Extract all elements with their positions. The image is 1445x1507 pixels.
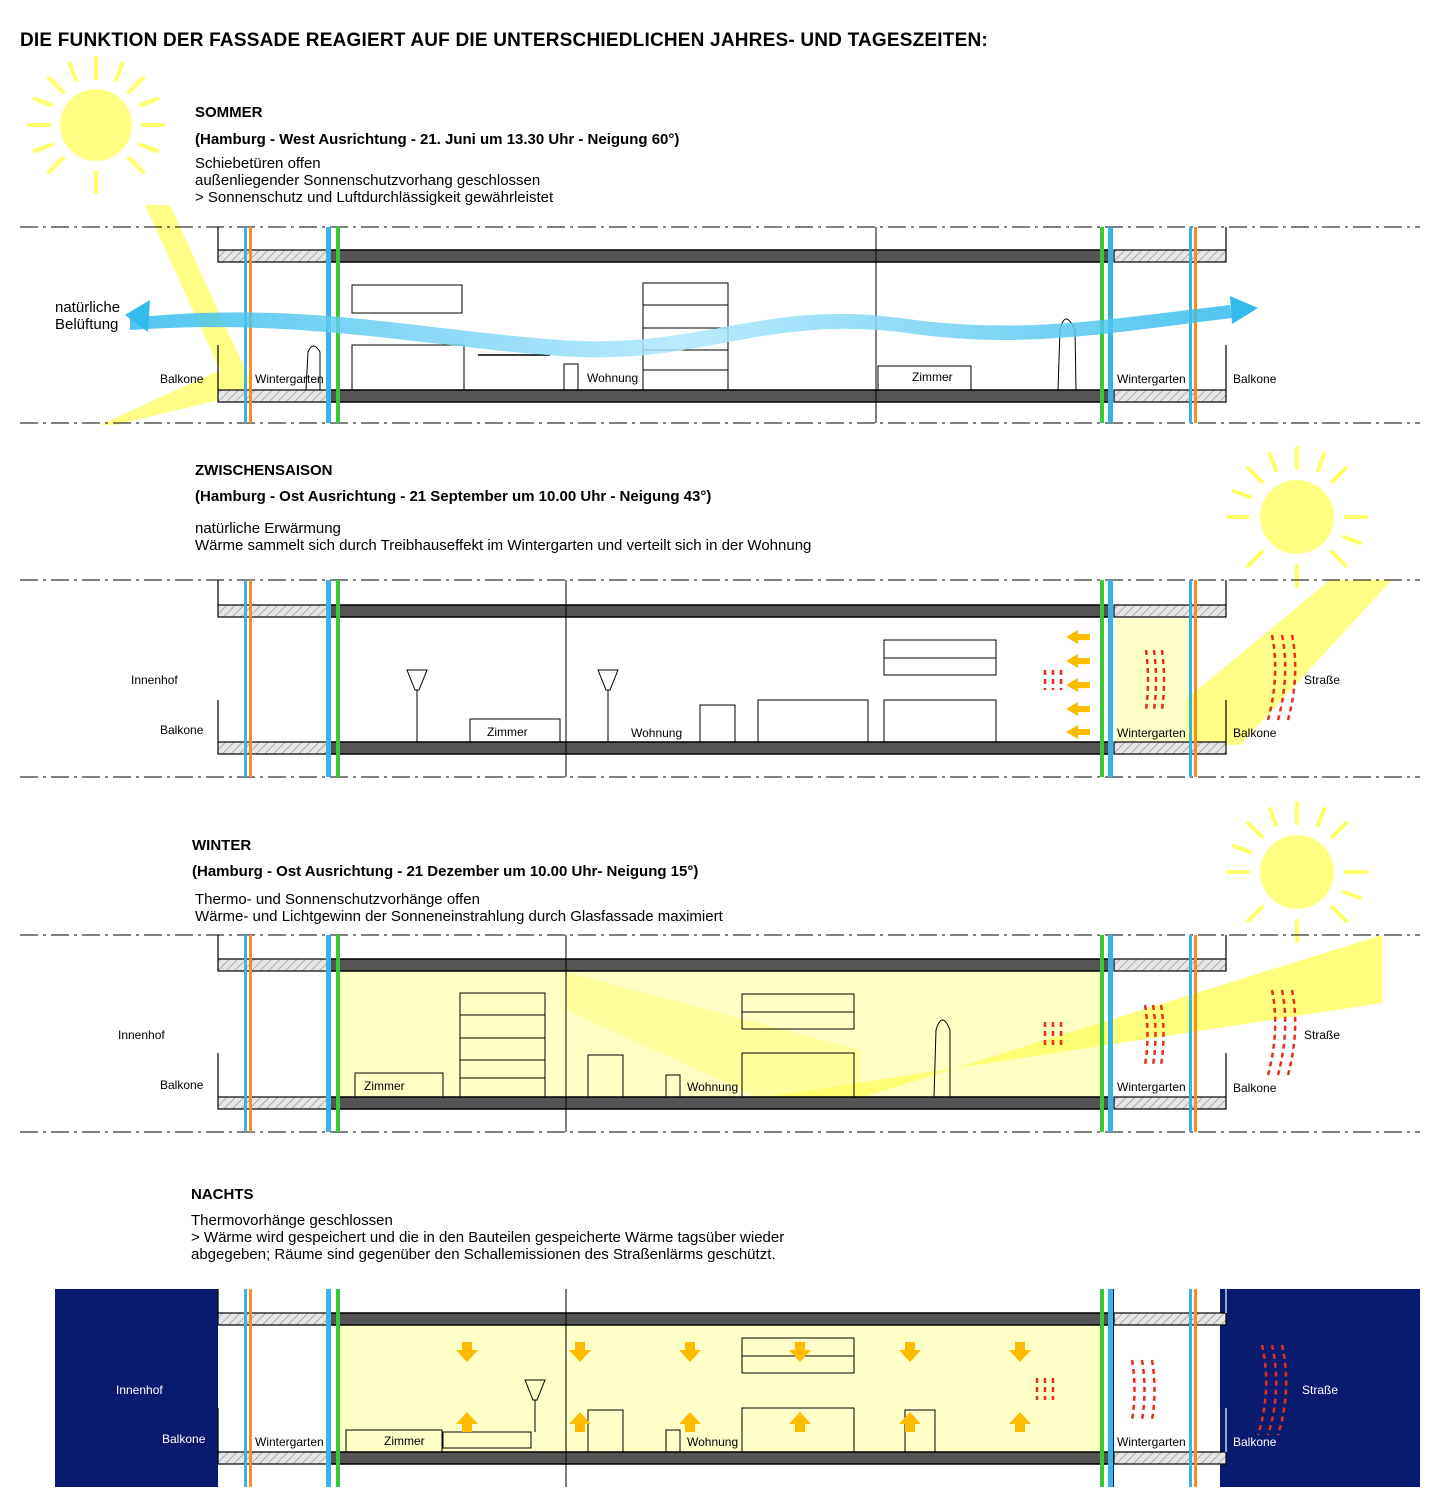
night-section [55, 1289, 1420, 1487]
night-wintergarden-left: Wintergarten [255, 1435, 324, 1449]
summer-wintergarden-right: Wintergarten [1117, 372, 1186, 386]
summer-section [20, 58, 1420, 425]
night-line-1: Thermovorhänge geschlossen [191, 1212, 393, 1229]
night-line-2: > Wärme wird gespeichert und die in den Bauteilen gespeicherte Wärme tagsüber wieder [191, 1229, 785, 1246]
midseason-section [20, 448, 1420, 777]
ventilation-label-1: natürliche [55, 299, 121, 316]
night-balcony-right: Balkone [1233, 1435, 1277, 1449]
night-heading: NACHTS [191, 1186, 254, 1203]
midseason-balcony-right: Balkone [1233, 726, 1277, 740]
summer-heading: SOMMER [195, 104, 263, 121]
winter-room-label: Zimmer [364, 1079, 405, 1093]
page-title: DIE FUNKTION DER FASSADE REAGIERT AUF DIE UNTERSCHIEDLICHEN JAHRES- UND TAGESZEITEN: [20, 30, 988, 51]
winter-wintergarden-right: Wintergarten [1117, 1080, 1186, 1094]
night-apartment-label: Wohnung [687, 1435, 739, 1449]
midseason-subheading: (Hamburg - Ost Ausrichtung - 21 September um 10.00 Uhr - Neigung 43°) [195, 488, 712, 505]
winter-section [20, 803, 1420, 1132]
midseason-courtyard: Innenhof [131, 673, 178, 687]
midseason-balcony-left: Balkone [160, 723, 204, 737]
night-wintergarden-right: Wintergarten [1117, 1435, 1186, 1449]
winter-line-1: Thermo- und Sonnenschutzvorhänge offen [195, 891, 480, 908]
midseason-line-1: natürliche Erwärmung [195, 520, 341, 537]
night-street: Straße [1302, 1383, 1339, 1397]
night-balcony-left: Balkone [162, 1432, 206, 1446]
winter-heading: WINTER [192, 837, 252, 854]
summer-line-1: Schiebetüren offen [195, 155, 321, 172]
summer-wintergarden-left: Wintergarten [255, 372, 324, 386]
midseason-room-label: Zimmer [487, 725, 528, 739]
ventilation-label-2: Belüftung [55, 316, 119, 333]
summer-subheading: (Hamburg - West Ausrichtung - 21. Juni um 13.30 Uhr - Neigung 60°) [195, 131, 680, 148]
winter-street: Straße [1304, 1028, 1341, 1042]
midseason-apartment-label: Wohnung [631, 726, 683, 740]
sun-icon [29, 58, 163, 192]
heat-arrows [1066, 630, 1090, 739]
summer-balcony-right: Balkone [1233, 372, 1277, 386]
midseason-heading: ZWISCHENSAISON [195, 462, 333, 479]
summer-line-2: außenliegender Sonnenschutzvorhang geschlossen [195, 172, 541, 189]
winter-balcony-right: Balkone [1233, 1081, 1277, 1095]
summer-apartment-label: Wohnung [587, 371, 639, 385]
sun-icon [1228, 803, 1366, 941]
winter-line-2: Wärme- und Lichtgewinn der Sonneneinstrahlung durch Glasfassade maximiert [195, 908, 723, 925]
summer-balcony-left: Balkone [160, 372, 204, 386]
summer-room-label: Zimmer [912, 370, 953, 384]
winter-subheading: (Hamburg - Ost Ausrichtung - 21 Dezember um 10.00 Uhr- Neigung 15°) [192, 863, 699, 880]
summer-line-3: > Sonnenschutz und Luftdurchlässigkeit gewährleistet [195, 189, 554, 206]
midseason-wintergarden-right: Wintergarten [1117, 726, 1186, 740]
night-courtyard: Innenhof [116, 1383, 163, 1397]
midseason-line-2: Wärme sammelt sich durch Treibhauseffekt im Wintergarten und verteilt sich in der Wohnung [195, 537, 812, 554]
midseason-street: Straße [1304, 673, 1341, 687]
night-line-3: abgegeben; Räume sind gegenüber den Schallemissionen des Straßenlärms geschützt. [191, 1246, 776, 1263]
night-room-label: Zimmer [384, 1434, 425, 1448]
winter-apartment-label: Wohnung [687, 1080, 739, 1094]
winter-balcony-left: Balkone [160, 1078, 204, 1092]
airflow-stream [130, 305, 1232, 357]
sun-icon [1228, 448, 1366, 586]
winter-courtyard: Innenhof [118, 1028, 165, 1042]
